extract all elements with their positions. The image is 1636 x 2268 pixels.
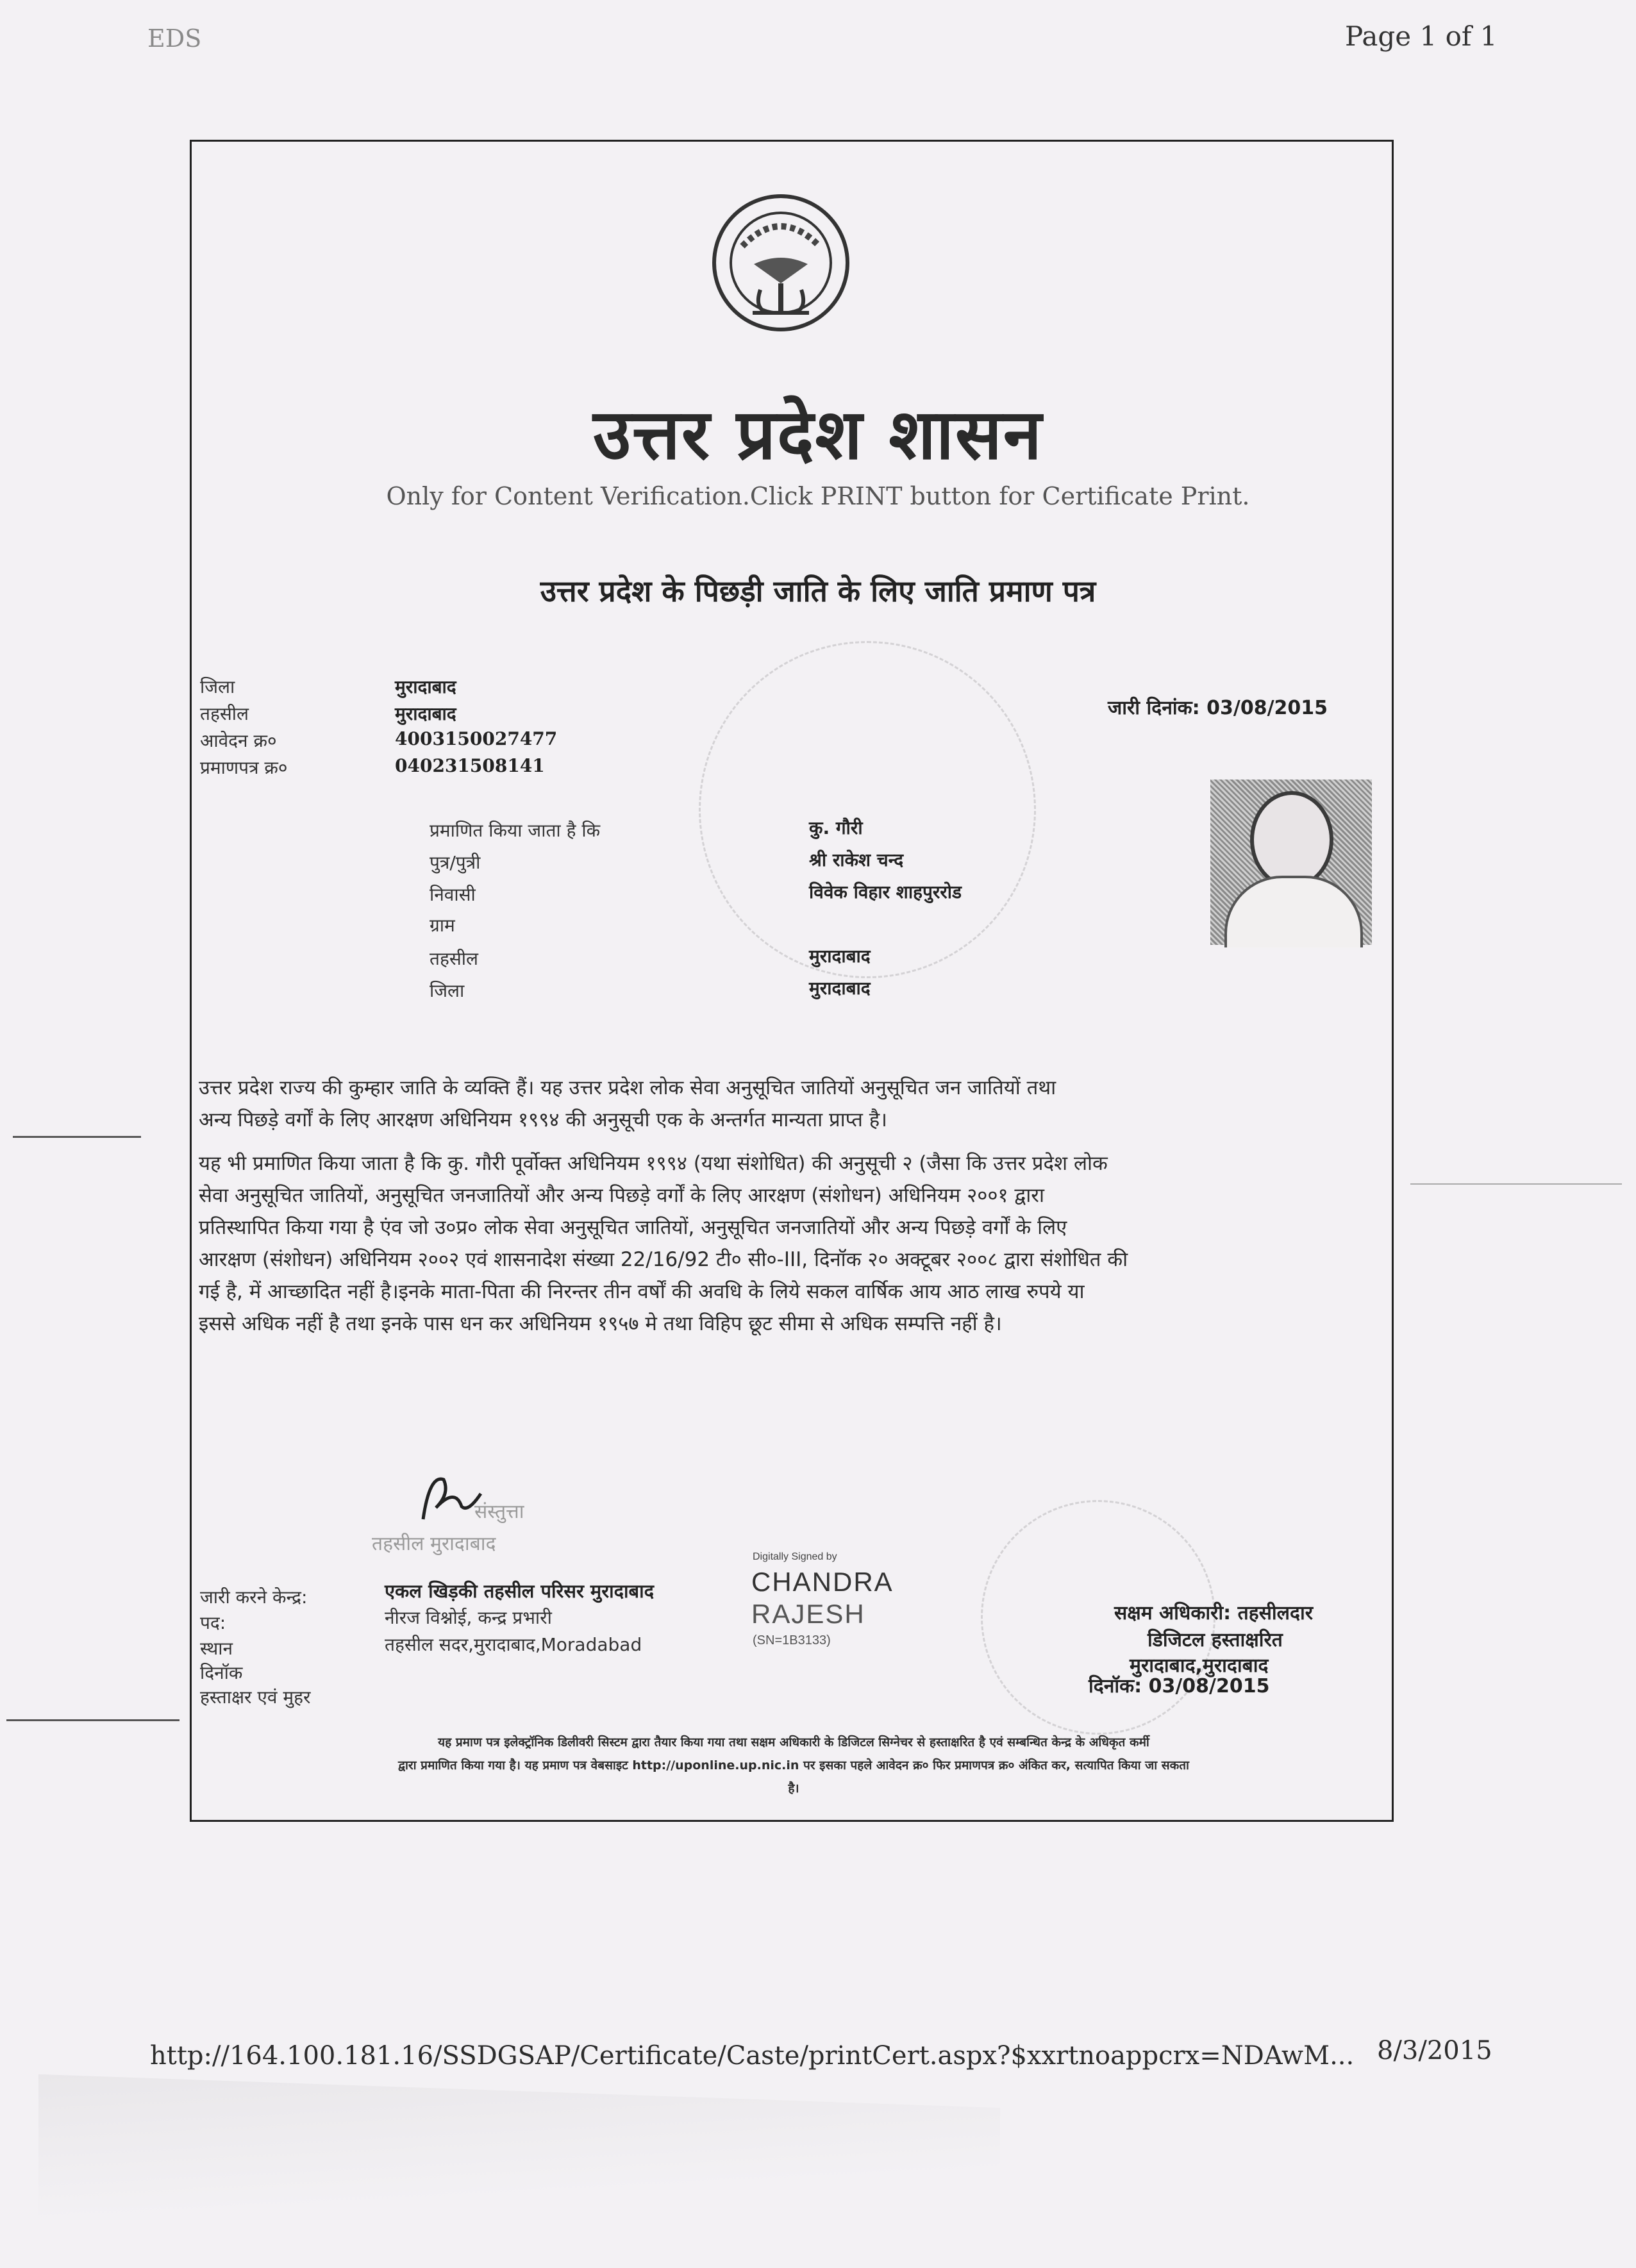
watermark-stamp — [699, 641, 1036, 978]
detail-value-tehsil: मुरादाबाद — [809, 946, 871, 967]
detail-label-village: ग्राम — [430, 915, 455, 936]
detail-label-tehsil: तहसील — [430, 948, 478, 969]
para2-line: इससे अधिक नहीं है तथा इनके पास धन कर अधिनियम १९५७ मे तथा विहिप छूट सीमा से अधिक सम्पत्ति नहीं है। — [199, 1312, 1002, 1335]
para2-line: आरक्षण (संशोधन) अधिनियम २००२ एवं शासनादेश संख्या 22/16/92 टी० सी०-III, दिनॉक २० अक्टूबर २००८ द्वारा संशोधित की — [199, 1248, 1128, 1271]
government-title: उत्तर प्रदेश शासन — [593, 395, 1043, 475]
detail-value-residence: विवेक विहार शाहपुररोड — [809, 881, 962, 903]
up-government-emblem-icon — [709, 187, 853, 338]
meta-value-certificate-no: 040231508141 — [395, 755, 545, 776]
meta-label-certificate-no: प्रमाणपत्र क्र० — [200, 757, 288, 778]
page-fold-shadow — [38, 2074, 1000, 2268]
photo-body — [1224, 876, 1363, 947]
meta-label-district: जिला — [200, 676, 235, 697]
para2-line: यह भी प्रमाणित किया जाता है कि कु. गौरी पूर्वोक्त अधिनियम १९९४ (यथा संशोधित) की अनुसूची २ (जैसा कि उत्तर प्रदेश लोक — [199, 1152, 1108, 1175]
detail-label-certified: प्रमाणित किया जाता है कि — [430, 820, 601, 841]
para2-line: सेवा अनुसूचित जातियों, अनुसूचित जनजातियों और अन्य पिछड़े वर्गों के लिए आरक्षण (संशोधन) अधिनियम २००१ द्वारा — [199, 1184, 1044, 1207]
footer-line: यह प्रमाण पत्र इलेक्ट्रॉनिक डिलीवरी सिस्टम द्वारा तैयार किया गया तथा सक्षम अधिकारी के डिजिटल सिग्नेचर से हस्ताक्षरित है एवं सम्बन्धित केन्द्र के अधिकृत कर्मी — [438, 1735, 1149, 1749]
issuer-label-signature: हस्ताक्षर एवं मुहर — [200, 1687, 311, 1708]
print-date: 8/3/2015 — [1377, 2036, 1492, 2065]
issuer-value-post: नीरज विश्नोई, कन्द्र प्रभारी — [385, 1607, 552, 1628]
applicant-photo — [1210, 780, 1372, 945]
page-indicator: Page 1 of 1 — [1345, 21, 1498, 52]
scan-artifact-line — [13, 1136, 141, 1138]
para1-line: उत्तर प्रदेश राज्य की कुम्हार जाति के व्यक्ति हैं। यह उत्तर प्रदेश लोक सेवा अनुसूचित जातियों अनुसूचित जन जातियों तथा — [199, 1076, 1056, 1099]
scan-artifact-line — [1410, 1183, 1622, 1185]
issuer-label-place: स्थान — [200, 1638, 233, 1659]
signer-name-first: CHANDRA — [751, 1567, 894, 1597]
certificate-title: उत्तर प्रदेश के पिछड़ी जाति के लिए जाति प्रमाण पत्र — [540, 574, 1096, 608]
signer-name-last: RAJESH — [751, 1599, 865, 1629]
detail-value-district: मुरादाबाद — [809, 978, 871, 999]
issuer-value-centre: एकल खिड़की तहसील परिसर मुरादाबाद — [385, 1580, 654, 1602]
detail-label-resident: निवासी — [430, 884, 476, 905]
faded-tehsil-text: तहसील मुरादाबाद — [372, 1533, 496, 1555]
body-paragraph-2 — [199, 1147, 1391, 1340]
detail-label-district: जिला — [430, 980, 465, 1001]
meta-label-application-no: आवेदन क्र० — [200, 730, 277, 751]
signer-serial: (SN=1B3133) — [753, 1633, 831, 1647]
detail-value-name: कु. गौरी — [809, 817, 863, 838]
footer-line: द्वारा प्रमाणित किया गया है। यह प्रमाण पत्र वेबसाइट http://uponline.up.nic.in पर इसका पहले आवेदन क्र० फिर प्रमाणपत्र क्र० अंकित कर, सत्यापित किया जा सकता — [398, 1758, 1189, 1772]
print-header-left: EDS — [147, 24, 202, 53]
authority-digital-signed: डिजिटल हस्ताक्षरित — [1148, 1629, 1283, 1651]
verification-notice: Only for Content Verification.Click PRINT button for Certificate Print. — [386, 482, 1250, 510]
certificate-footer-note — [200, 1731, 1387, 1800]
authority-date: दिनॉक: 03/08/2015 — [1089, 1675, 1270, 1697]
detail-value-parent: श्री राकेश चन्द — [809, 849, 904, 871]
faded-recommend-text: संस्तुत्ता — [474, 1501, 524, 1523]
meta-value-tehsil: मुरादाबाद — [395, 703, 456, 724]
issuer-label-date: दिनॉक — [200, 1662, 243, 1683]
para2-line: गई है, में आच्छादित नहीं है।इनके माता-पिता की निरन्तर तीन वर्षों की अवधि के लिये सकल वार्षिक आय आठ लाख रुपये या — [199, 1280, 1085, 1303]
authority-location: मुरादाबाद,मुरादाबाद — [1130, 1655, 1269, 1677]
scan-artifact-line — [6, 1719, 179, 1721]
authority-designation: सक्षम अधिकारी: तहसीलदार — [1114, 1602, 1313, 1624]
para1-line: अन्य पिछड़े वर्गों के लिए आरक्षण अधिनियम १९९४ की अनुसूची एक के अन्तर्गत मान्यता प्राप्त है। — [199, 1108, 887, 1131]
meta-value-application-no: 4003150027477 — [395, 728, 558, 749]
meta-value-district: मुरादाबाद — [395, 676, 456, 697]
meta-label-tehsil: तहसील — [200, 703, 249, 724]
issuer-label-post: पद: — [200, 1612, 226, 1633]
digitally-signed-label: Digitally Signed by — [753, 1551, 837, 1562]
detail-label-son-daughter: पुत्र/पुत्री — [430, 852, 481, 873]
photo-face — [1250, 791, 1333, 888]
para2-line: प्रतिस्थापित किया गया है एंव जो उ०प्र० लोक सेवा अनुसूचित जातियों, अनुसूचित जनजातियों और अन्य पिछड़े वर्गों के लिए — [199, 1216, 1067, 1239]
footer-line: है। — [788, 1781, 799, 1796]
issue-date: जारी दिनांक: 03/08/2015 — [1108, 697, 1328, 719]
body-paragraph-1 — [199, 1072, 1391, 1136]
issuer-label-centre: जारी करने केन्द्र: — [200, 1587, 308, 1608]
print-url: http://164.100.181.16/SSDGSAP/Certificate/Caste/printCert.aspx?$xxrtnoappcrx=NDAwM... — [150, 2041, 1355, 2071]
issuer-value-place: तहसील सदर,मुरादाबाद,Moradabad — [385, 1634, 642, 1655]
